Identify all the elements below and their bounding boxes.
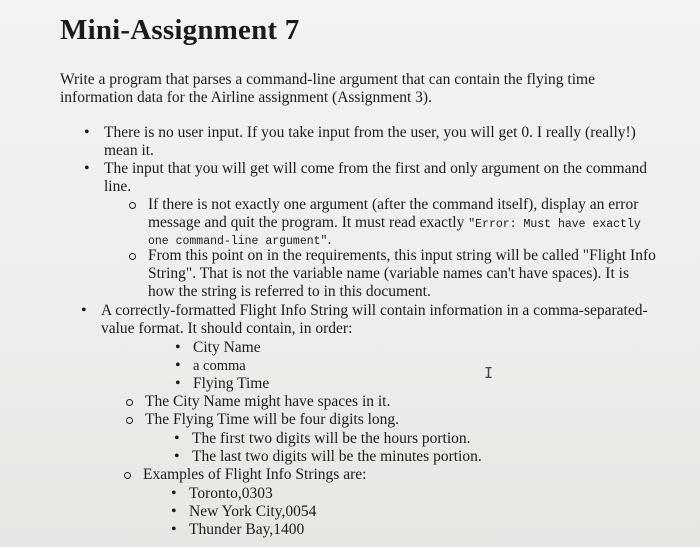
text-i-beam-cursor-icon: I <box>484 364 494 382</box>
hollow-circle-icon <box>129 253 136 260</box>
text-line: value format. It should contain, in order: <box>101 320 353 337</box>
list-item: The last two digits will be the minutes portion. <box>192 448 482 465</box>
bullet-icon: • <box>174 448 180 465</box>
bullet-icon: • <box>175 339 181 356</box>
list-item: The first two digits will be the hours portion. <box>192 430 471 447</box>
text-line: The City Name might have spaces in it. <box>145 393 391 410</box>
bullet-icon: • <box>174 430 180 447</box>
bullet-icon: • <box>171 503 177 520</box>
bullet-icon: • <box>81 302 87 319</box>
hollow-circle-icon <box>129 202 136 209</box>
text-line: String". That is not the variable name (variable names can't have spaces). It is <box>148 265 629 282</box>
text-line: From this point on in the requirements, this input string will be called "Flight Info <box>148 247 656 264</box>
bullet-icon: • <box>171 521 177 538</box>
text-line: A correctly-formatted Flight Info String will contain information in a comma-separated- <box>101 302 648 319</box>
text-line: mean it. <box>104 142 154 159</box>
list-item: Toronto,0303 <box>189 485 273 502</box>
intro-paragraph: Write a program that parses a command-line argument that can contain the flying time information data for the Airline assignment (Assignment 3). <box>60 71 595 106</box>
list-item: a comma <box>193 358 246 374</box>
page-title: Mini-Assignment 7 <box>60 14 300 46</box>
text-line: If there is not exactly one argument (after the command itself), display an error <box>148 196 639 213</box>
list-item: City Name <box>193 339 261 356</box>
list-item: Flying Time <box>193 375 270 392</box>
hollow-circle-icon <box>126 399 133 406</box>
text-line: There is no user input. If you take input from the user, you will get 0. I really (really!) <box>104 124 636 141</box>
bullet-icon: • <box>175 357 181 374</box>
bullet-icon: • <box>171 485 177 502</box>
hollow-circle-icon <box>126 417 133 424</box>
bullet-icon: • <box>175 375 181 392</box>
text-segment: . <box>327 231 332 248</box>
text-line: The Flying Time will be four digits long. <box>145 411 400 428</box>
code-segment: "Error: Must have exactly <box>468 218 641 231</box>
text-line: Examples of Flight Info Strings are: <box>143 466 367 483</box>
bullet-icon: • <box>84 124 90 141</box>
bullet-icon: • <box>84 160 90 177</box>
text-line: how the string is referred to in this document. <box>148 283 431 300</box>
hollow-circle-icon <box>124 472 131 479</box>
text-line: The input that you will get will come from the first and only argument on the command <box>104 160 647 177</box>
code-segment: one command-line argument" <box>148 235 328 248</box>
text-line: line. <box>104 178 132 195</box>
list-item: Thunder Bay,1400 <box>189 521 305 538</box>
list-item: New York City,0054 <box>189 503 317 520</box>
text-segment: message and quit the program. It must read exactly <box>148 214 469 231</box>
